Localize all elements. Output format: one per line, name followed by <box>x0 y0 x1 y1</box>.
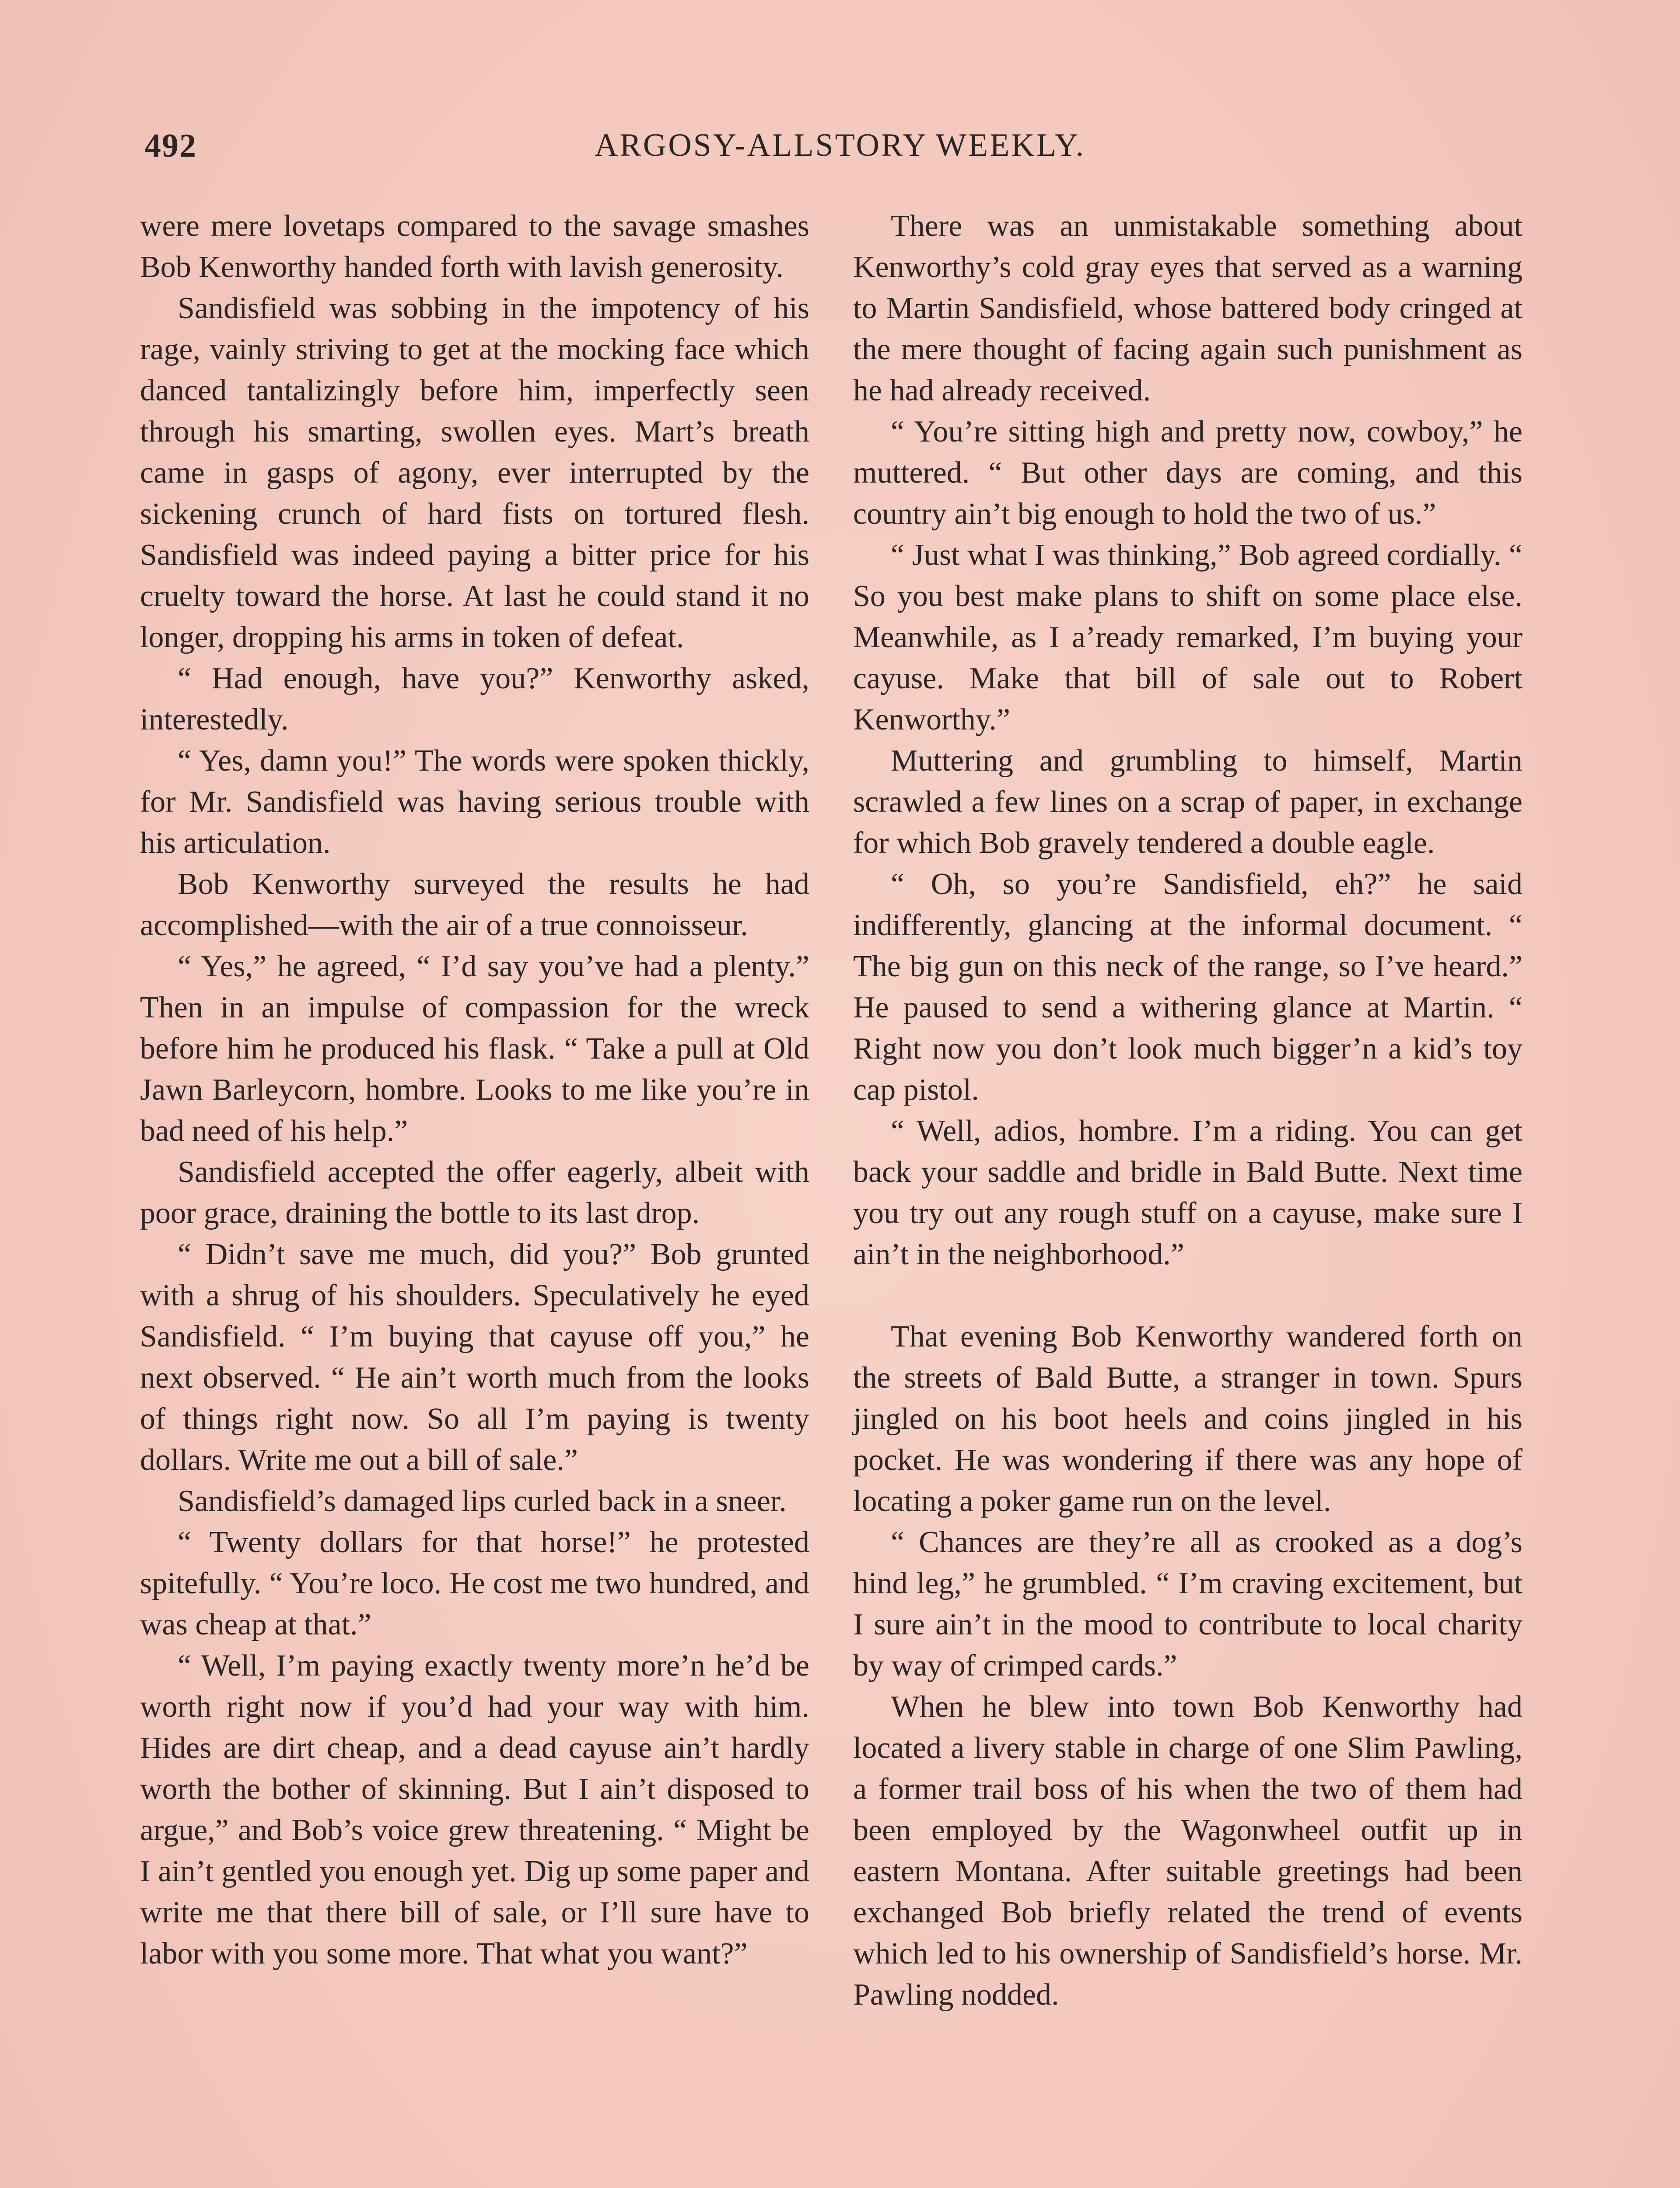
paragraph: Sandisfield was sobbing in the impotency of his rage, vainly striving to get at the mocking face which danced tantalizingly before him, imperfectly seen through his smarting, swollen eyes. Mart’s breath came in gasps of agony, ever interrupted by the sickening crunch of hard fists on tortured flesh. Sandisfield was indeed paying a bitter price for his cruelty toward the horse. At last he could stand it no longer, dropping his arms in token of defeat. <box>140 291 809 654</box>
paragraph: “ You’re sitting high and pretty now, cowboy,” he muttered. “ But other days are coming, and this country ain’t big enough to hold the two of us.” <box>853 415 1522 531</box>
running-head: ARGOSY-ALLSTORY WEEKLY. <box>594 127 1086 163</box>
paragraph: were mere lovetaps compared to the savage smashes Bob Kenworthy handed forth with lavish generosity. <box>140 209 809 284</box>
page-header <box>144 127 1536 175</box>
paragraph: That evening Bob Kenworthy wandered forth on the streets of Bald Butte, a stranger in town. Spurs jingled on his boot heels and coins jingled in his pocket. He was wondering if there was any hope of locating a poker game run on the level. <box>853 1320 1522 1518</box>
left-column <box>140 206 809 1974</box>
paragraph: Muttering and grumbling to himself, Martin scrawled a few lines on a scrap of paper, in exchange for which Bob gravely tendered a double eagle. <box>853 744 1522 860</box>
paragraph: Bob Kenworthy surveyed the results he had accomplished—with the air of a true connoisseur. <box>140 867 809 942</box>
paragraph: Sandisfield accepted the offer eagerly, albeit with poor grace, draining the bottle to its last drop. <box>140 1155 809 1230</box>
paragraph: “ Yes, damn you!” The words were spoken thickly, for Mr. Sandisfield was having serious trouble with his articulation. <box>140 744 809 860</box>
paragraph: “ Well, adios, hombre. I’m a riding. You can get back your saddle and bridle in Bald Butte. Next time you try out any rough stuff on a cayuse, make sure I ain’t in the neighborhood.” <box>853 1114 1522 1271</box>
paragraph: “ Had enough, have you?” Kenworthy asked, interestedly. <box>140 662 809 736</box>
paragraph: “ Chances are they’re all as crooked as a dog’s hind leg,” he grumbled. “ I’m craving excitement, but I sure ain’t in the mood to contribute to local charity by way of crimped cards.” <box>853 1525 1522 1683</box>
right-column <box>853 206 1522 2016</box>
paragraph: “ Twenty dollars for that horse!” he protested spitefully. “ You’re loco. He cost me two hundred, and was cheap at that.” <box>140 1525 809 1641</box>
paragraph: “ Oh, so you’re Sandisfield, eh?” he said indifferently, glancing at the informal document. “ The big gun on this neck of the range, so I’ve heard.” He paused to send a withering glance at Martin. “ Right now you don’t look much bigger’n a kid’s toy cap pistol. <box>853 867 1522 1107</box>
paragraph: “ Well, I’m paying exactly twenty more’n he’d be worth right now if you’d had your way with him. Hides are dirt cheap, and a dead cayuse ain’t hardly worth the bother of skinning. But I ain’t disposed to argue,” and Bob’s voice grew threatening. “ Might be I ain’t gentled you enough yet. Dig up some paper and write me that there bill of sale, or I’ll sure have to labor with you some more. That what you want?” <box>140 1649 809 1971</box>
paragraph: “ Yes,” he agreed, “ I’d say you’ve had a plenty.” Then in an impulse of compassion for the wreck before him he produced his flask. “ Take a pull at Old Jawn Barleycorn, hombre. Looks to me like you’re in bad need of his help.” <box>140 950 809 1148</box>
paragraph: Sandisfield’s damaged lips curled back in a sneer. <box>178 1484 787 1518</box>
paragraph: When he blew into town Bob Kenworthy had located a livery stable in charge of one Slim Pawling, a former trail boss of his when the two of them had been employed by the Wagonwheel outfit up in eastern Montana. After suitable greetings had been exchanged Bob briefly related the trend of events which led to his ownership of Sandisfield’s horse. Mr. Pawling nodded. <box>853 1690 1522 2012</box>
paragraph: “ Didn’t save me much, did you?” Bob grunted with a shrug of his shoulders. Speculatively he eyed Sandisfield. “ I’m buying that cayuse off you,” he next observed. “ He ain’t worth much from the looks of things right now. So all I’m paying is twenty dollars. Write me out a bill of sale.” <box>140 1238 809 1477</box>
page-number: 492 <box>144 127 197 164</box>
paragraph: There was an unmistakable something about Kenworthy’s cold gray eyes that served as a warning to Martin Sandisfield, whose battered body cringed at the mere thought of facing again such punishment as he had already received. <box>853 209 1522 407</box>
paragraph: “ Just what I was thinking,” Bob agreed cordially. “ So you best make plans to shift on some place else. Meanwhile, as I a’ready remarked, I’m buying your cayuse. Make that bill of sale out to Robert Kenworthy.” <box>853 538 1522 736</box>
